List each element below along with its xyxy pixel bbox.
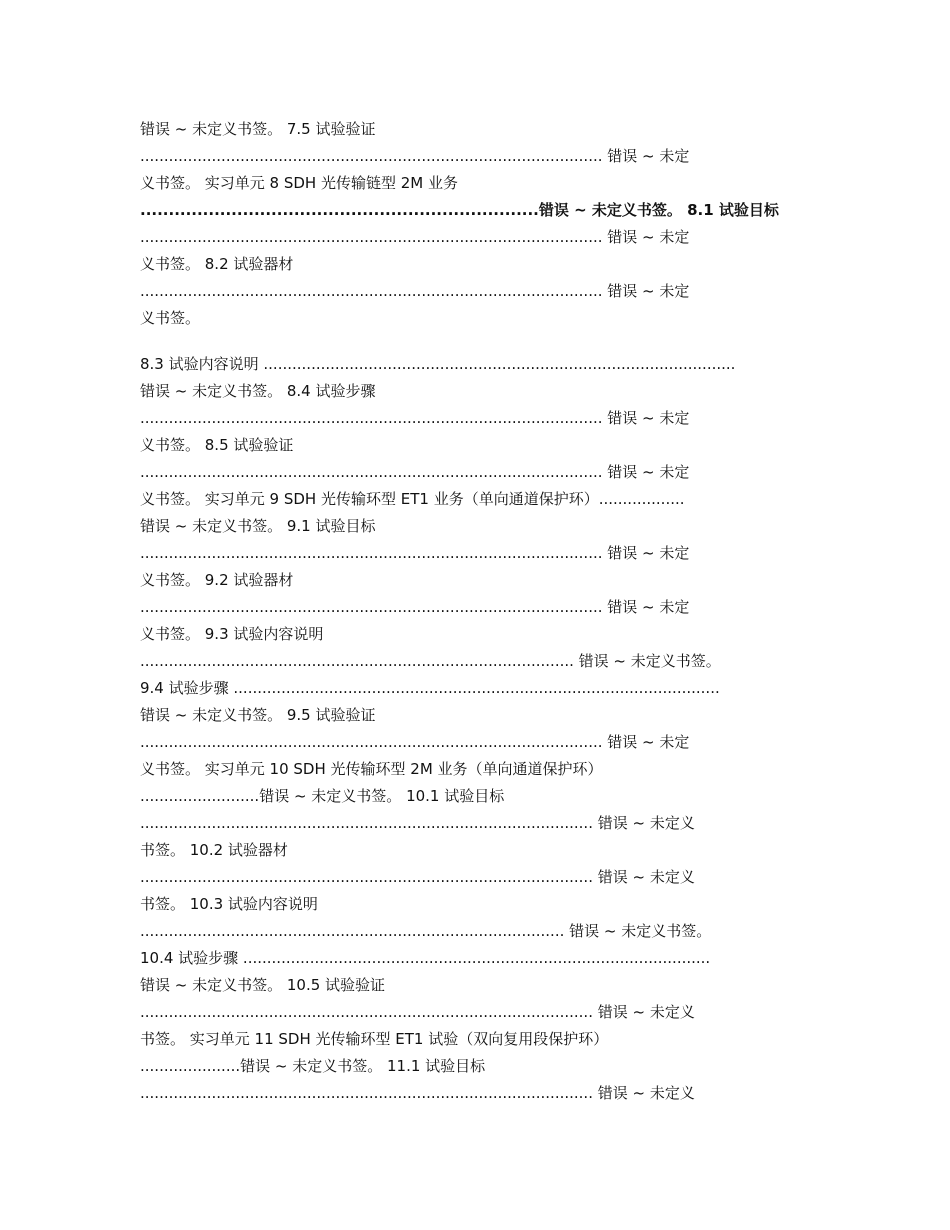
toc-line: ................................................................................................. 错误 ~ 未定 bbox=[140, 463, 690, 481]
toc-line: ............................................................................................... 错误 ~ 未定义 bbox=[140, 1084, 695, 1102]
toc-line: .....................错误 ~ 未定义书签。 11.1 试验目标 bbox=[140, 1057, 486, 1075]
toc-line: 义书签。 实习单元 8 SDH 光传输链型 2M 业务 bbox=[140, 174, 458, 192]
toc-line: .........................错误 ~ 未定义书签。 10.1 试验目标 bbox=[140, 787, 505, 805]
toc-line: 义书签。 9.2 试验器材 bbox=[140, 571, 294, 589]
toc-line: 9.4 试验步骤 ...................................................................................................... bbox=[140, 679, 720, 697]
toc-line: 书签。 10.2 试验器材 bbox=[140, 841, 288, 859]
toc-line: ................................................................................................. 错误 ~ 未定 bbox=[140, 282, 690, 300]
toc-line: ......................................................................................... 错误 ~ 未定义书签。 bbox=[140, 922, 712, 940]
toc-line: ............................................................................................... 错误 ~ 未定义 bbox=[140, 868, 695, 886]
toc-line: 义书签。 实习单元 10 SDH 光传输环型 2M 业务（单向通道保护环） bbox=[140, 760, 603, 778]
toc-line: ................................................................................................. 错误 ~ 未定 bbox=[140, 598, 690, 616]
toc-line: 义书签。 9.3 试验内容说明 bbox=[140, 625, 324, 643]
toc-line: ............................................................................................... 错误 ~ 未定义 bbox=[140, 814, 695, 832]
toc-line: 书签。 10.3 试验内容说明 bbox=[140, 895, 318, 913]
toc-line: 错误 ~ 未定义书签。 9.1 试验目标 bbox=[140, 517, 376, 535]
toc-line: 书签。 实习单元 11 SDH 光传输环型 ET1 试验（双向复用段保护环） bbox=[140, 1030, 609, 1048]
toc-line: 义书签。 实习单元 9 SDH 光传输环型 ET1 业务（单向通道保护环）.................. bbox=[140, 490, 685, 508]
toc-line: 错误 ~ 未定义书签。 10.5 试验验证 bbox=[140, 976, 386, 994]
toc-line: ................................................................................................. 错误 ~ 未定 bbox=[140, 228, 690, 246]
toc-line: 义书签。 8.2 试验器材 bbox=[140, 255, 294, 273]
toc-line: ................................................................................................. 错误 ~ 未定 bbox=[140, 147, 690, 165]
toc-line: ................................................................................................. 错误 ~ 未定 bbox=[140, 733, 690, 751]
toc-line: 错误 ~ 未定义书签。 9.5 试验验证 bbox=[140, 706, 376, 724]
toc-line: ................................................................................................. 错误 ~ 未定 bbox=[140, 409, 690, 427]
toc-line: ............................................................................................... 错误 ~ 未定义 bbox=[140, 1003, 695, 1021]
toc-line: 错误 ~ 未定义书签。 7.5 试验验证 bbox=[140, 120, 376, 138]
toc-line: ................................................................................................. 错误 ~ 未定 bbox=[140, 544, 690, 562]
toc-line: 义书签。 bbox=[140, 309, 201, 327]
toc-line: 10.4 试验步骤 .................................................................................................. bbox=[140, 949, 711, 967]
toc-line: 错误 ~ 未定义书签。 8.4 试验步骤 bbox=[140, 382, 376, 400]
toc-line: 义书签。 8.5 试验验证 bbox=[140, 436, 294, 454]
toc-line: ........................................................................................... 错误 ~ 未定义书签。 bbox=[140, 652, 721, 670]
toc-line: 8.3 试验内容说明 ................................................................................................... bbox=[140, 355, 736, 373]
toc-line: ......................................................................错误 ~ 未定义书签。 8.1 试验目标 bbox=[140, 201, 779, 219]
